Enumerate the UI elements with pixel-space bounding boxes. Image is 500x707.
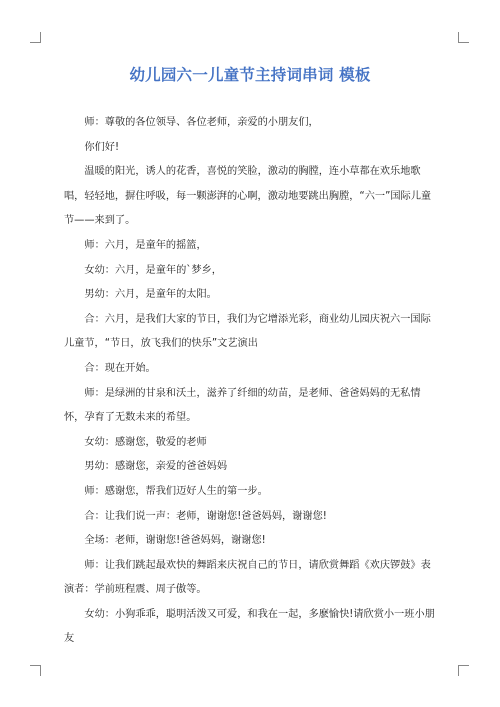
paragraph: 师：是绿洲的甘泉和沃土，滋养了纤细的幼苗，是老师、爸爸妈妈的无私情怀，孕育了无数未来的希望。: [64, 387, 421, 424]
paragraph: 你们好!: [84, 141, 120, 153]
paragraph: 合：让我们说一声：老师，谢谢您!爸爸妈妈，谢谢您!: [84, 510, 327, 522]
paragraph: 温暖的阳光，诱人的花香，喜悦的笑脸，激动的胸膛，连小草都在欢乐地歌唱，轻轻地，摒住呼吸，每一颗澎湃的心啊，激动地要跳出胸膛，“六一”国际儿童节——来到了。: [64, 166, 432, 227]
paragraph: 女幼：小狗乖乖，聪明活泼又可爱，和我在一起，多麽愉快!请欣赏小一班小朋友: [64, 608, 435, 645]
crop-mark-top-left: [30, 32, 41, 43]
paragraph: 师：尊敬的各位领导、各位老师，亲爱的小朋友们，: [84, 117, 319, 128]
crop-mark-bottom-right: [458, 665, 469, 676]
paragraph: 合：现在开始。: [84, 362, 156, 374]
paragraph: 女幼：六月，是童年的`梦乡，: [84, 264, 222, 276]
paragraph: 师：感谢您，帮我们迈好人生的第一步。: [84, 485, 268, 497]
document-body: [64, 111, 440, 652]
paragraph: 合：六月，是我们大家的节日，我们为它增添光彩，商业幼儿园庆祝六一国际儿童节，“节日，放飞我们的快乐”文艺演出: [64, 313, 431, 350]
paragraph: 师：让我们跳起最欢快的舞蹈来庆祝自己的节日，请欣赏舞蹈《欢庆锣鼓》表演者：学前班程震、周子傲等。: [64, 559, 431, 596]
paragraph: 全场：老师，谢谢您!爸爸妈妈，谢谢您!: [84, 535, 266, 547]
paragraph: 女幼：感谢您，敬爱的老师: [84, 436, 207, 448]
crop-mark-bottom-left: [30, 665, 41, 676]
crop-mark-top-right: [458, 32, 469, 43]
paragraph: 师：六月，是童年的摇篮，: [84, 239, 207, 251]
paragraph: 男幼：六月，是童年的太阳。: [84, 289, 217, 301]
document-title: 幼儿园六一儿童节主持词串词 模板: [129, 66, 371, 84]
paragraph: 男幼：感谢您，亲爱的爸爸妈妈: [84, 461, 228, 473]
